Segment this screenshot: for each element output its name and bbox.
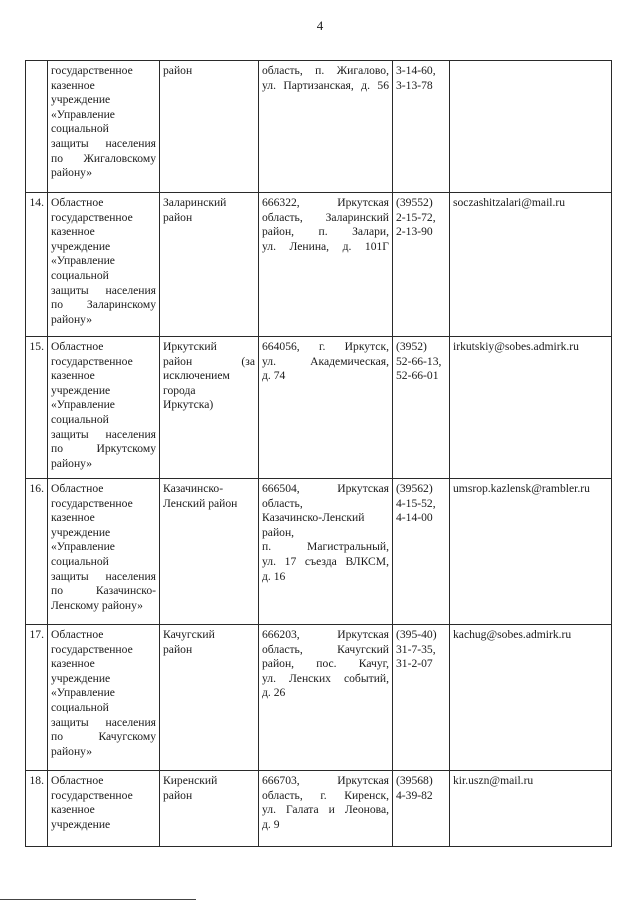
name-line: государственное xyxy=(51,788,133,802)
name-line: Областное xyxy=(51,340,104,353)
district-cell xyxy=(160,61,259,193)
row-number: 18. xyxy=(26,771,48,847)
district-cell xyxy=(160,625,259,771)
phone-cell xyxy=(393,625,450,771)
address-cell xyxy=(259,771,393,847)
table-row xyxy=(26,337,612,479)
table-row xyxy=(26,61,612,193)
district-line: Заларинский xyxy=(163,196,227,209)
phone-line: (39562) xyxy=(396,482,433,495)
email-cell: kir.uszn@mail.ru xyxy=(450,771,612,847)
name-line: учреждение xyxy=(51,93,111,107)
address-line: 666322, Иркутская xyxy=(262,196,389,209)
name-line: Областное xyxy=(51,774,104,787)
table-row xyxy=(26,771,612,847)
row-number: 14. xyxy=(26,193,48,337)
address-line: район, пос. Качуг, xyxy=(262,657,389,671)
phone-line: 52-66-13, xyxy=(396,354,442,368)
institution-name-cell xyxy=(48,61,160,193)
name-line: району» xyxy=(51,456,93,470)
address-cell xyxy=(259,61,393,193)
district-line: Ленский район xyxy=(163,496,238,510)
phone-line: 3-13-78 xyxy=(396,78,433,92)
district-line: район xyxy=(163,788,193,802)
email-cell: irkutskiy@sobes.admirk.ru xyxy=(450,337,612,479)
district-line: исключением xyxy=(163,369,230,383)
name-line: казенное xyxy=(51,657,95,671)
name-line: по Казачинско- xyxy=(51,584,156,598)
name-line: казенное xyxy=(51,369,95,383)
name-line: социальной xyxy=(51,412,109,426)
address-line: 664056, г. Иркутск, xyxy=(262,340,389,353)
name-line: казенное xyxy=(51,511,95,525)
name-line: по Качугскому xyxy=(51,730,156,744)
footnote-divider xyxy=(0,899,196,900)
name-line: учреждение xyxy=(51,383,111,397)
address-line: ул. Ленских событий, xyxy=(262,671,389,685)
institution-name-cell xyxy=(48,337,160,479)
phone-line: (39552) xyxy=(396,196,433,209)
page-number: 4 xyxy=(316,18,324,33)
address-cell xyxy=(259,337,393,479)
name-line: государственное xyxy=(51,354,133,368)
name-line: государственное xyxy=(51,642,133,656)
name-line: казенное xyxy=(51,78,95,92)
institution-name-cell xyxy=(48,771,160,847)
phone-cell xyxy=(393,479,450,625)
name-line: защиты населения xyxy=(51,427,156,441)
address-line: область, п. Жигалово, xyxy=(262,64,389,77)
phone-line: 2-15-72, xyxy=(396,210,436,224)
address-line: область, Заларинский xyxy=(262,210,389,224)
name-line: Областное xyxy=(51,628,104,641)
name-line: «Управление xyxy=(51,107,115,121)
name-line: защиты населения xyxy=(51,569,156,583)
district-line: Качугский xyxy=(163,628,215,641)
email-cell: soczashitzalari@mail.ru xyxy=(450,193,612,337)
address-line: Казачинско-Ленский xyxy=(262,511,365,525)
district-cell xyxy=(160,771,259,847)
name-line: государственное xyxy=(51,64,133,77)
district-line: район (за xyxy=(163,354,255,368)
address-line: ул. Галата и Леонова, xyxy=(262,803,389,817)
address-cell xyxy=(259,479,393,625)
name-line: учреждение xyxy=(51,817,111,831)
institutions-table xyxy=(25,60,612,847)
name-line: защиты населения xyxy=(51,715,156,729)
phone-cell xyxy=(393,771,450,847)
address-line: д. 74 xyxy=(262,369,286,383)
table-row xyxy=(26,193,612,337)
address-line: район, xyxy=(262,525,295,539)
name-line: учреждение xyxy=(51,239,111,253)
district-line: Киренский xyxy=(163,774,218,787)
address-line: ул. 17 съезда ВЛКСМ, xyxy=(262,554,389,568)
name-line: казенное xyxy=(51,803,95,817)
name-line: защиты населения xyxy=(51,136,156,150)
name-line: социальной xyxy=(51,122,109,136)
address-line: п. Магистральный, xyxy=(262,540,389,554)
district-line: Казачинско- xyxy=(163,482,224,495)
address-line: область, xyxy=(262,496,303,510)
phone-line: 2-13-90 xyxy=(396,225,433,239)
phone-line: (39568) xyxy=(396,774,433,787)
address-line: д. 16 xyxy=(262,569,286,583)
email-cell: umsrop.kazlensk@rambler.ru xyxy=(450,479,612,625)
institution-name-cell xyxy=(48,625,160,771)
name-line: социальной xyxy=(51,554,109,568)
name-line: государственное xyxy=(51,210,133,224)
email-cell: kachug@sobes.admirk.ru xyxy=(450,625,612,771)
name-line: району» xyxy=(51,744,93,758)
name-line: «Управление xyxy=(51,398,115,412)
phone-line: 4-15-52, xyxy=(396,496,436,510)
address-line: ул. Партизанская, д. 56 xyxy=(262,78,389,92)
phone-cell xyxy=(393,337,450,479)
name-line: учреждение xyxy=(51,525,111,539)
phone-line: 3-14-60, xyxy=(396,64,436,77)
address-line: д. 26 xyxy=(262,686,286,700)
phone-cell xyxy=(393,193,450,337)
district-line: Иркутский xyxy=(163,340,217,353)
name-line: району» xyxy=(51,312,93,326)
table-row xyxy=(26,479,612,625)
phone-line: 31-7-35, xyxy=(396,642,436,656)
name-line: «Управление xyxy=(51,686,115,700)
name-line: по Заларинскому xyxy=(51,298,156,312)
institution-name-cell xyxy=(48,479,160,625)
phone-line: (3952) xyxy=(396,340,427,353)
name-line: Ленскому району» xyxy=(51,598,143,612)
address-line: район, п. Залари, xyxy=(262,225,389,239)
address-line: д. 9 xyxy=(262,817,280,831)
table-row xyxy=(26,625,612,771)
name-line: социальной xyxy=(51,700,109,714)
institution-name-cell xyxy=(48,193,160,337)
district-line: район xyxy=(163,642,193,656)
name-line: «Управление xyxy=(51,540,115,554)
address-line: область, г. Киренск, xyxy=(262,788,389,802)
name-line: социальной xyxy=(51,268,109,282)
address-line: ул. Ленина, д. 101Г xyxy=(262,239,389,253)
address-line: 666703, Иркутская xyxy=(262,774,389,787)
name-line: государственное xyxy=(51,496,133,510)
address-cell xyxy=(259,625,393,771)
address-line: 666504, Иркутская xyxy=(262,482,389,495)
email-cell xyxy=(450,61,612,193)
address-line: область, Качугский xyxy=(262,642,389,656)
name-line: «Управление xyxy=(51,254,115,268)
name-line: району» xyxy=(51,166,93,180)
name-line: казенное xyxy=(51,225,95,239)
row-number xyxy=(26,61,48,193)
row-number: 16. xyxy=(26,479,48,625)
name-line: по Жигаловскому xyxy=(51,151,156,165)
address-line: ул. Академическая, xyxy=(262,354,389,368)
phone-line: 4-39-82 xyxy=(396,788,433,802)
name-line: Областное xyxy=(51,196,104,209)
district-cell xyxy=(160,479,259,625)
district-line: район xyxy=(163,210,193,224)
name-line: учреждение xyxy=(51,671,111,685)
row-number: 15. xyxy=(26,337,48,479)
phone-line: 52-66-01 xyxy=(396,369,439,383)
district-line: район xyxy=(163,64,193,77)
district-line: города xyxy=(163,383,196,397)
district-line: Иркутска) xyxy=(163,398,214,412)
phone-line: (395-40) xyxy=(396,628,437,641)
district-cell xyxy=(160,193,259,337)
address-cell xyxy=(259,193,393,337)
address-line: 666203, Иркутская xyxy=(262,628,389,641)
name-line: по Иркутскому xyxy=(51,442,156,456)
phone-line: 4-14-00 xyxy=(396,511,433,525)
district-cell xyxy=(160,337,259,479)
name-line: защиты населения xyxy=(51,283,156,297)
phone-cell xyxy=(393,61,450,193)
name-line: Областное xyxy=(51,482,104,495)
phone-line: 31-2-07 xyxy=(396,657,433,671)
row-number: 17. xyxy=(26,625,48,771)
